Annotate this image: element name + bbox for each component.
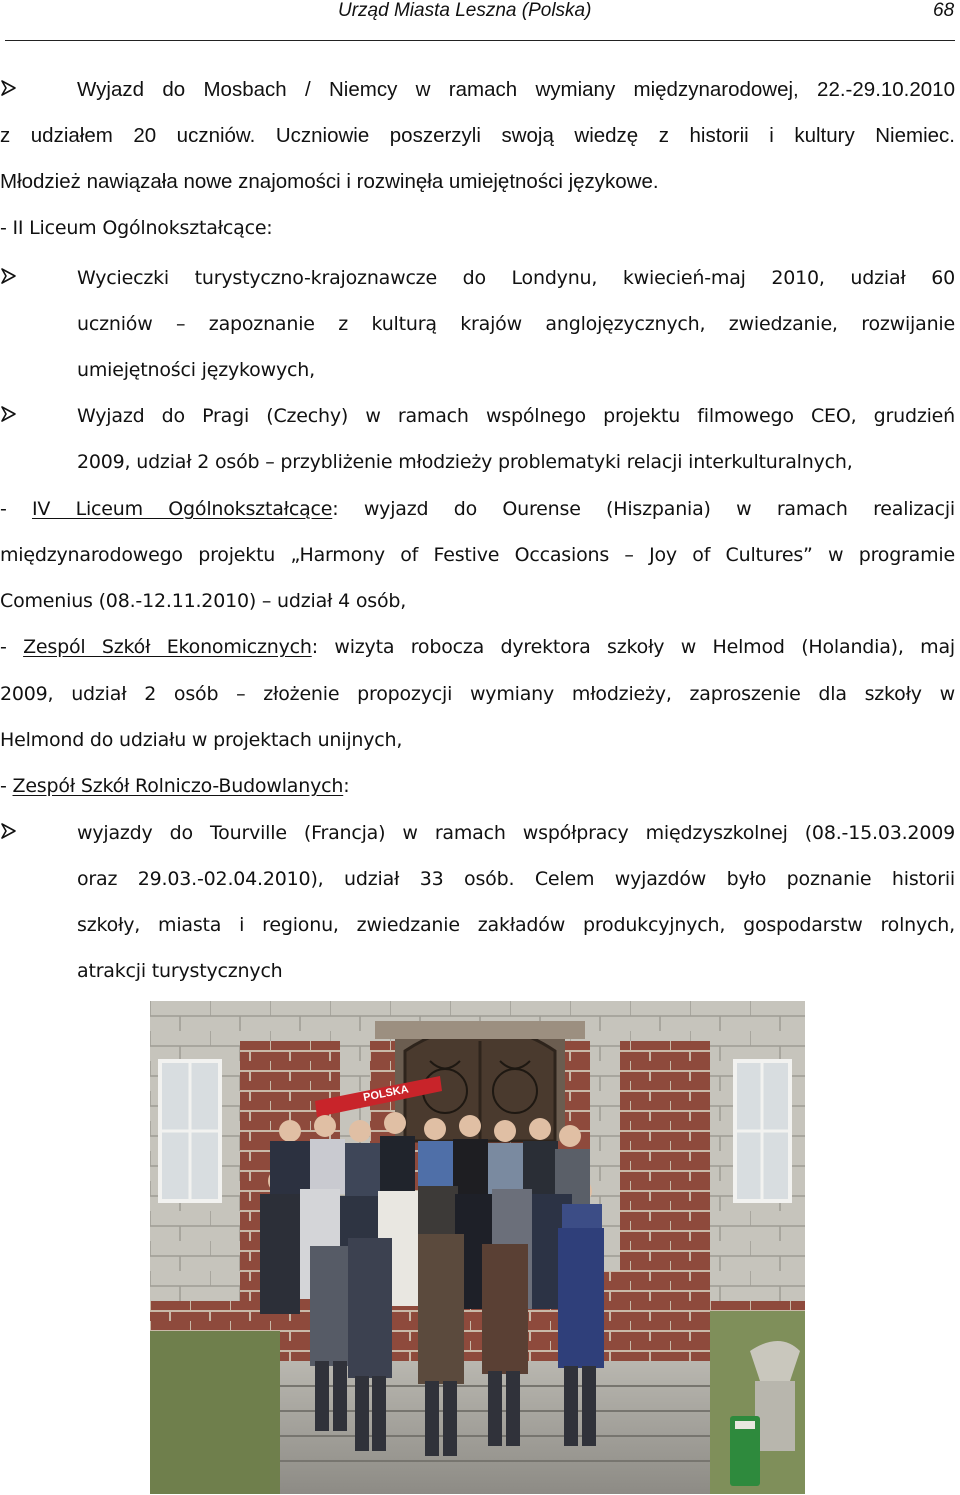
school-name: IV Liceum Ogólnokształcące xyxy=(32,498,333,520)
paragraph-line: Helmond do udziału w projektach unijnych, xyxy=(0,729,403,751)
list-item-line: atrakcji turystycznych xyxy=(77,960,283,982)
school-name: Zespól Szkół Ekonomicznych xyxy=(23,636,312,658)
paragraph-line: Wyjazd do Mosbach / Niemcy w ramach wymiany międzynarodowej, 22.-29.10.2010 xyxy=(77,78,955,101)
section-heading: - II Liceum Ogólnokształcące: xyxy=(0,217,273,239)
scarf-text: POLSKA xyxy=(362,1083,410,1104)
list-item-line: Wyjazd do Pragi (Czechy) w ramach wspólnego projektu filmowego CEO, grudzień xyxy=(77,405,955,427)
arrow-bullet-icon xyxy=(0,403,22,429)
dash: - xyxy=(0,636,24,658)
paragraph-line: Comenius (08.-12.11.2010) – udział 4 osób, xyxy=(0,590,407,612)
group-photo xyxy=(150,1001,805,1494)
paragraph-line: Młodzież nawiązała nowe znajomości i rozwinęła umiejętności językowe. xyxy=(0,170,659,193)
list-item-line: wyjazdy do Tourville (Francja) w ramach współpracy międzyszkolnej (08.-15.03.2009 xyxy=(77,822,955,844)
paragraph-text: : wyjazd do Ourense (Hiszpania) w ramach realizacji xyxy=(332,498,955,520)
header-rule xyxy=(5,40,955,41)
page-header xyxy=(0,0,960,42)
paragraph-line: 2009, udział 2 osób – złożenie propozycji wymiany młodzieży, zaproszenie dla szkoły w xyxy=(0,683,955,705)
dash: - xyxy=(0,775,13,797)
school-name: Zespół Szkół Rolniczo-Budowlanych xyxy=(12,775,344,797)
header-title: Urząd Miasta Leszna (Polska) xyxy=(338,0,592,21)
paragraph-text: : xyxy=(343,775,350,797)
list-item-line: Wycieczki turystyczno-krajoznawcze do Londynu, kwiecień-maj 2010, udział 60 xyxy=(77,267,955,289)
section-paragraph-line xyxy=(0,634,955,660)
group-photo-illustration xyxy=(150,1001,805,1494)
list-item-line: uczniów – zapoznanie z kulturą krajów anglojęzycznych, zwiedzanie, rozwijanie xyxy=(77,313,955,335)
paragraph-line: z udziałem 20 uczniów. Uczniowie poszerzyli swoją wiedzę z historii i kultury Niemiec. xyxy=(0,124,955,147)
paragraph-text: : wizyta robocza dyrektora szkoły w Helmod (Holandia), maj xyxy=(311,636,955,658)
list-item-line: szkoły, miasta i regionu, zwiedzanie zakładów produkcyjnych, gospodarstw rolnych, xyxy=(77,914,955,936)
list-item-line: oraz 29.03.-02.04.2010), udział 33 osób. Celem wyjazdów było poznanie historii xyxy=(77,868,955,890)
list-item-line: 2009, udział 2 osób – przybliżenie młodzieży problematyki relacji interkulturalnych, xyxy=(77,451,853,473)
section-paragraph-line xyxy=(0,496,955,522)
dash: - xyxy=(0,498,33,520)
list-item-line: umiejętności językowych, xyxy=(77,359,315,381)
arrow-bullet-icon xyxy=(0,820,22,846)
arrow-bullet-icon xyxy=(0,77,22,103)
arrow-bullet-icon xyxy=(0,265,22,291)
paragraph-line: międzynarodowego projektu „Harmony of Festive Occasions – Joy of Cultures” w programie xyxy=(0,544,955,566)
section-paragraph-line xyxy=(0,773,349,799)
page-number: 68 xyxy=(933,0,955,21)
